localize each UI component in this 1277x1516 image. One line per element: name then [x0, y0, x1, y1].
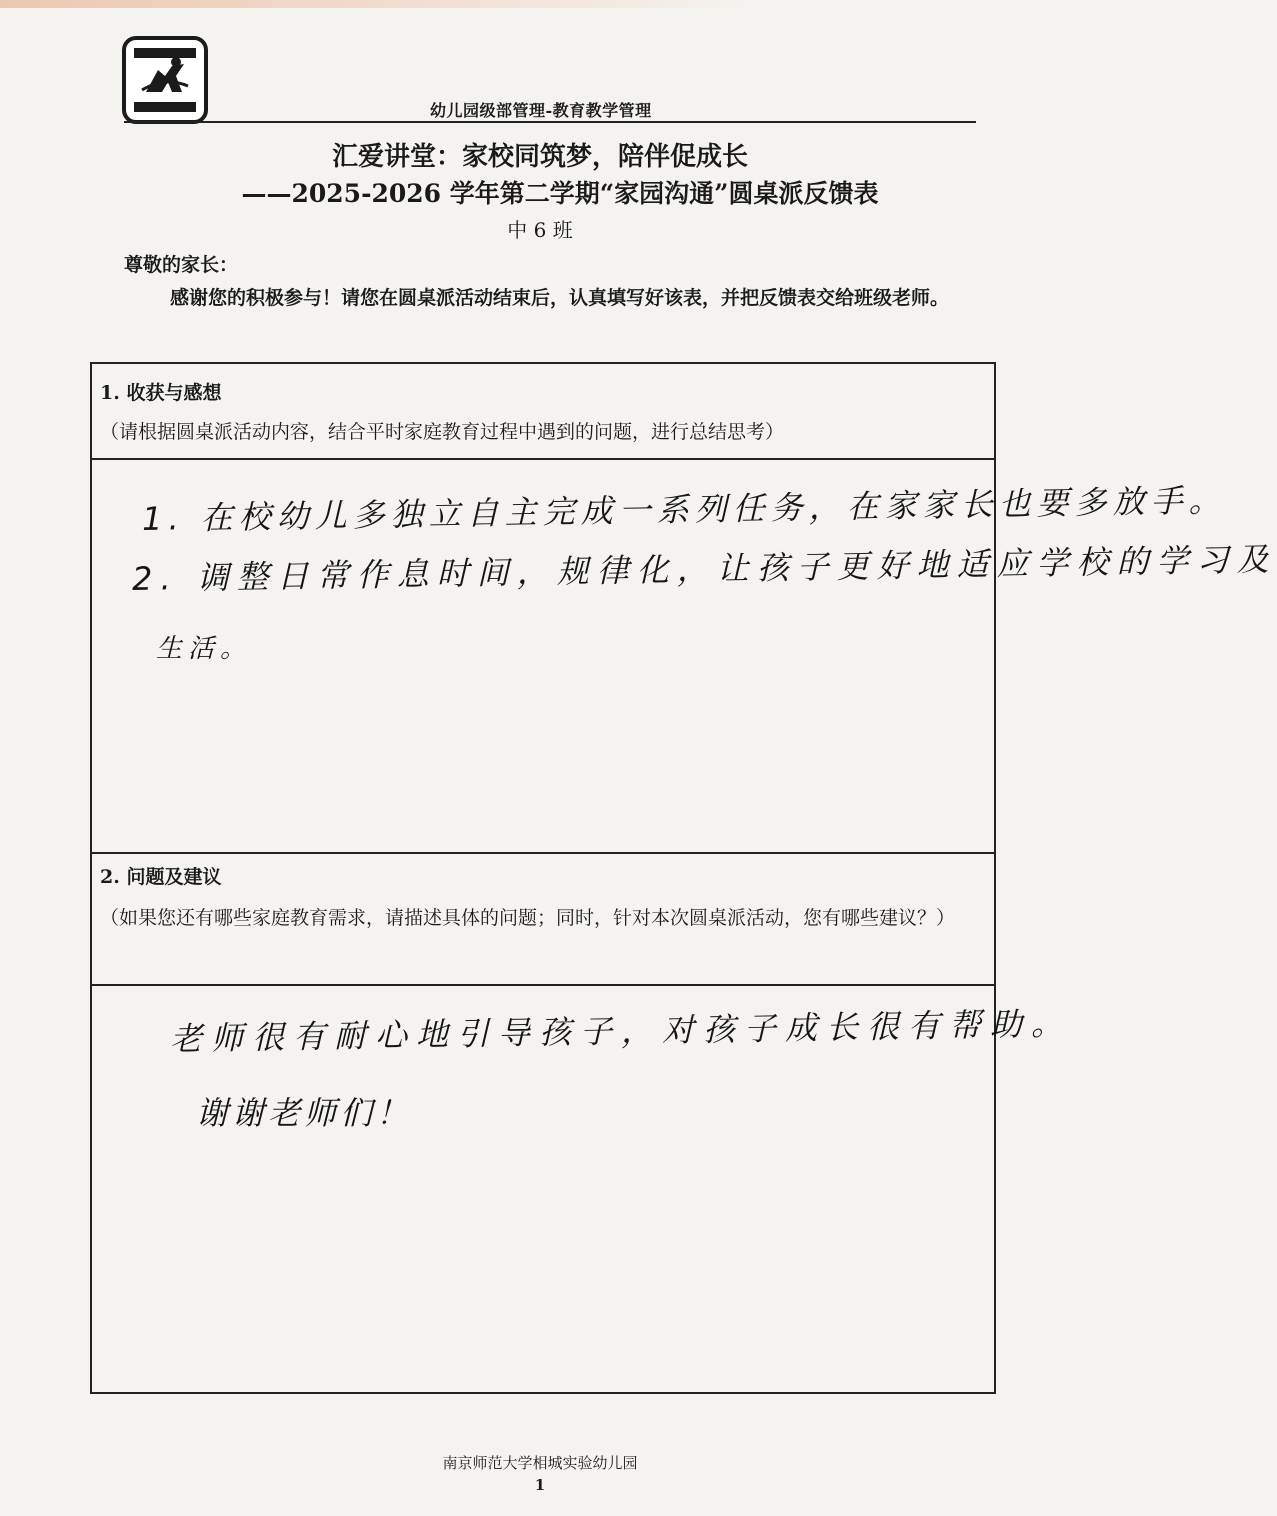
- section1-answer-line1: 1. 在校幼儿多独立自主完成一系列任务，在家家长也要多放手。: [141, 481, 1227, 538]
- page-title: 汇爱讲堂：家校同筑梦，陪伴促成长: [331, 142, 748, 172]
- section1-heading: 1. 收获与感想: [100, 382, 222, 404]
- feedback-form: [90, 362, 1277, 1394]
- school-name: 南京师范大学相城实验幼儿园: [442, 1454, 638, 1472]
- intro-text: 感谢您的积极参与！请您在圆桌派活动结束后，认真填写好该表，并把反馈表交给班级老师。: [170, 287, 950, 309]
- salutation: 尊敬的家长：: [124, 254, 239, 276]
- class-name: 中 6 班: [507, 218, 573, 242]
- section1-divider: [92, 458, 994, 460]
- school-logo: [122, 36, 208, 124]
- section2-answer-line1: 老师很有耐心地引导孩子，对孩子成长很有帮助。: [169, 1004, 1073, 1058]
- section2-heading: 2. 问题及建议: [100, 866, 222, 888]
- section-divider: [92, 852, 994, 854]
- header-divider: [124, 121, 976, 123]
- page-number: 1: [534, 1476, 546, 1494]
- section2-instructions: （如果您还有哪些家庭教育需求，请描述具体的问题；同时，针对本次圆桌派活动，您有哪些建议？）: [100, 907, 956, 929]
- page-edge: [0, 0, 1080, 8]
- section2-answer-line2: 谢谢老师们！: [196, 1094, 413, 1132]
- section2-divider: [92, 984, 994, 986]
- section1-answer-line2: 2. 调整日常作息时间，规律化，让孩子更好地适应学校的学习及: [131, 540, 1277, 598]
- section1-instructions: （请根据圆桌派活动内容，结合平时家庭教育过程中遇到的问题，进行总结思考）: [100, 421, 785, 443]
- section1-answer-line3: 生活。: [156, 634, 253, 664]
- department-label: 幼儿园级部管理-教育教学管理: [430, 101, 652, 120]
- page-subtitle: ——2025-2026 学年第二学期“家园沟通”圆桌派反馈表: [241, 179, 879, 208]
